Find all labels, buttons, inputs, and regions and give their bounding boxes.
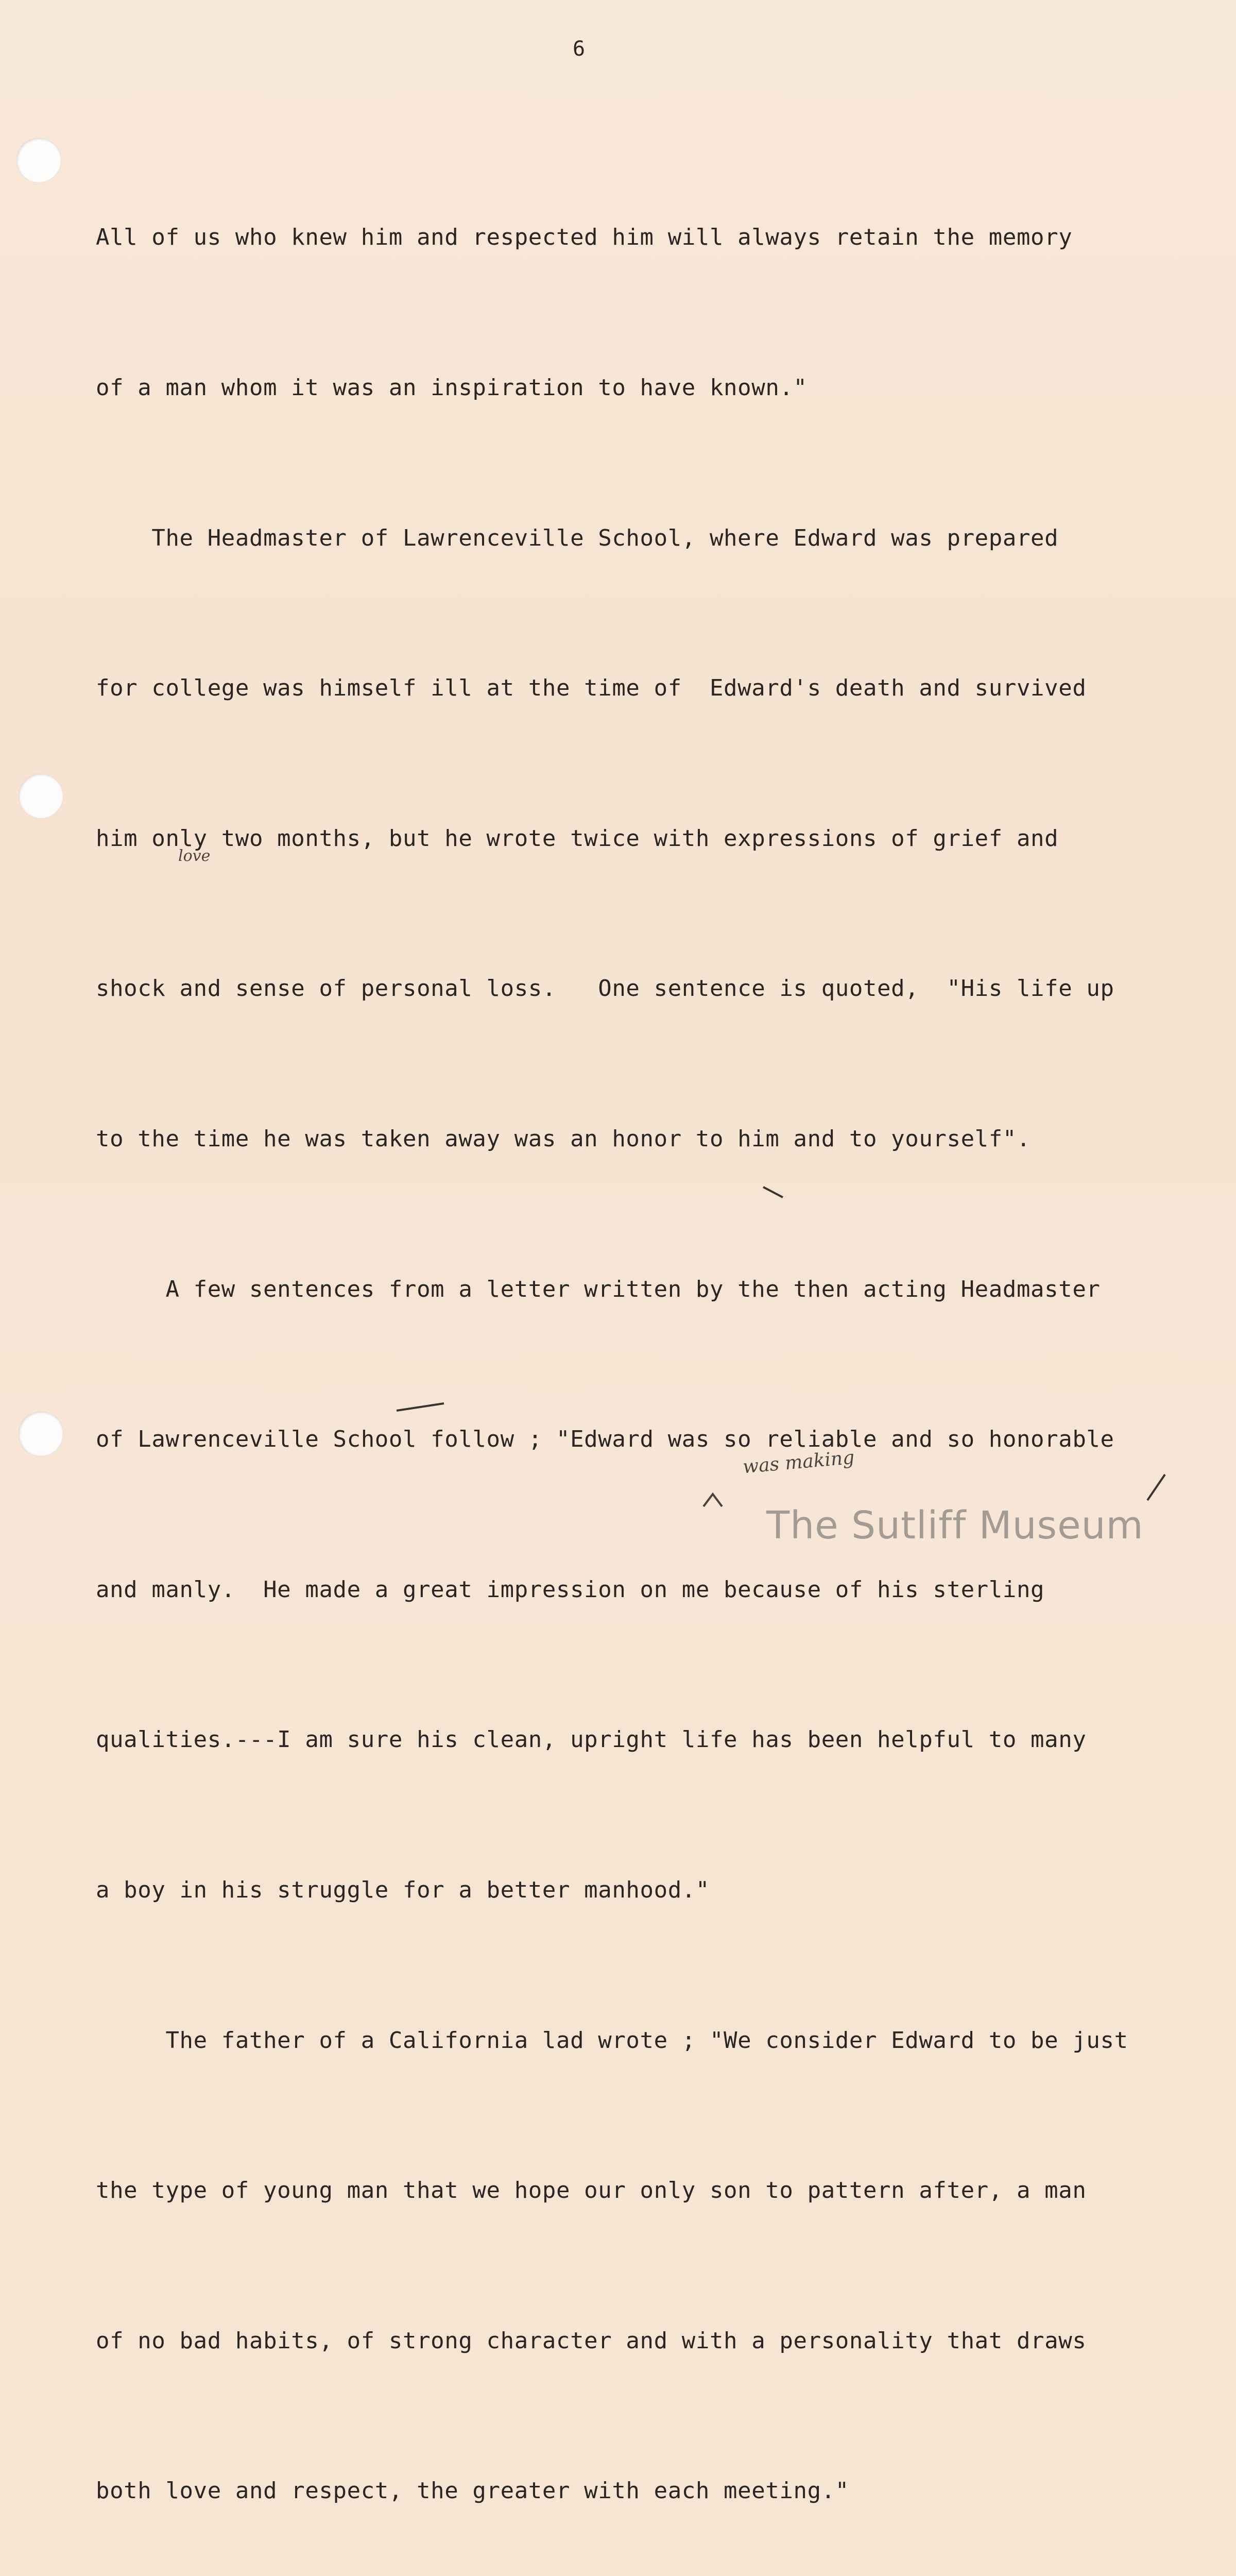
- watermark: The Sutliff Museum: [766, 1503, 1144, 1548]
- handwritten-note-love: love: [178, 847, 211, 865]
- text-line: and manly. He made a great impression on me because of his sterling: [96, 1576, 1045, 1603]
- text-line: for college was himself ill at the time of Edward's death and survived: [96, 675, 1087, 702]
- comma-mark: [763, 1187, 783, 1197]
- text-line: of a man whom it was an inspiration to have known.": [96, 375, 808, 401]
- page-number: 6: [573, 37, 586, 61]
- text-line: of Lawrenceville School follow ; "Edward was so reliable and so honorable: [96, 1426, 1114, 1453]
- text-line: The father of a California lad wrote ; "We consider Edward to be just: [96, 2027, 1128, 2054]
- text-line: The Headmaster of Lawrenceville School, where Edward was prepared: [96, 524, 1059, 551]
- text-line: qualities.---I am sure his clean, upright life has been helpful to many: [96, 1726, 1087, 1753]
- insertion-caret-mark: [703, 1494, 722, 1506]
- text-line: a boy in his struggle for a better manhood.": [96, 1876, 710, 1903]
- text-line: All of us who knew him and respected him will always retain the memory: [96, 224, 1073, 251]
- strike-through-that: [397, 1403, 444, 1411]
- text-line: the type of young man that we hope our only son to pattern after, a man: [96, 2177, 1087, 2204]
- text-line: A few sentences from a letter written by the then acting Headmaster: [96, 1276, 1101, 1302]
- handwritten-note-was-making: was making: [742, 1447, 855, 1478]
- text-line: of no bad habits, of strong character and with a personality that draws: [96, 2327, 1087, 2354]
- slash-mark: [1147, 1475, 1165, 1500]
- text-line: him only two months, but he wrote twice with expressions of grief and: [96, 825, 1059, 852]
- text-line: both love and respect, the greater with each meeting.": [96, 2478, 849, 2504]
- text-line: to the time he was taken away was an honor to him and to yourself".: [96, 1125, 1031, 1152]
- text-line: shock and sense of personal loss. One sentence is quoted, "His life up: [96, 975, 1114, 1002]
